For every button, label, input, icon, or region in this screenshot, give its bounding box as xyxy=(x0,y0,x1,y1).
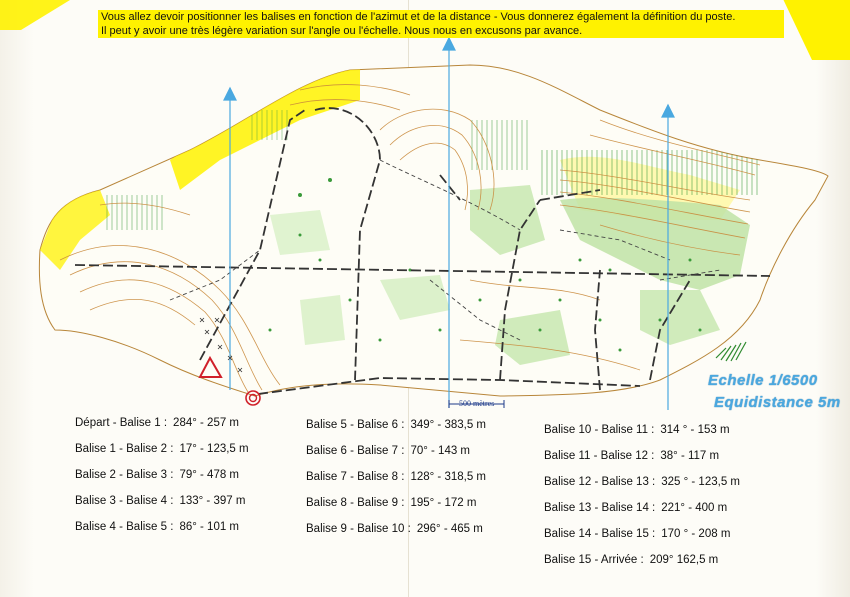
leg-row xyxy=(306,444,486,470)
leg-row xyxy=(75,520,249,546)
leg-label: Balise 15 - Arrivée : xyxy=(544,554,644,566)
instruction-line-2: Il peut y avoir une très légère variation sur l'angle ou l'échelle. Nous nous en excusons par avance. xyxy=(101,25,583,37)
leg-row xyxy=(544,449,740,475)
leg-row xyxy=(544,501,740,527)
hatched-area xyxy=(105,195,165,230)
leg-label: Balise 7 - Balise 8 : xyxy=(306,471,405,483)
leg-value: 170 ° - 208 m xyxy=(661,528,731,540)
instruction-line-1: Vous allez devoir positionner les balises en fonction de l'azimut et de la distance - Vous donnerez également la définition du poste. xyxy=(101,11,736,23)
leg-label: Balise 13 - Balise 14 : xyxy=(544,502,656,514)
leg-label: Balise 14 - Balise 15 : xyxy=(544,528,656,540)
leg-row xyxy=(75,442,249,468)
leg-row xyxy=(75,468,249,494)
leg-value: 17° - 123,5 m xyxy=(179,443,249,455)
leg-value: 195° - 172 m xyxy=(410,497,477,509)
vegetation-area xyxy=(270,210,330,255)
map-equidistance: Equidistance 5m xyxy=(714,394,841,411)
legs-column-1 xyxy=(75,416,249,546)
hatched-area xyxy=(470,120,530,170)
leg-row xyxy=(306,496,486,522)
leg-value: 221° - 400 m xyxy=(661,502,728,514)
leg-label: Balise 5 - Balise 6 : xyxy=(306,419,405,431)
vegetation-area xyxy=(300,295,345,345)
leg-label: Départ - Balise 1 : xyxy=(75,417,168,429)
leg-label: Balise 1 - Balise 2 : xyxy=(75,443,174,455)
leg-label: Balise 3 - Balise 4 : xyxy=(75,495,174,507)
leg-value: 209° 162,5 m xyxy=(649,554,719,566)
leg-value: 128° - 318,5 m xyxy=(410,471,486,483)
hatched-area xyxy=(250,110,290,140)
leg-row xyxy=(75,416,249,442)
leg-label: Balise 10 - Balise 11 : xyxy=(544,424,655,436)
leg-value: 86° - 101 m xyxy=(179,521,240,533)
leg-row xyxy=(544,527,740,553)
legs-column-3 xyxy=(544,423,740,579)
leg-label: Balise 4 - Balise 5 : xyxy=(75,521,174,533)
leg-value: 296° - 465 m xyxy=(416,523,483,535)
leg-label: Balise 9 - Balise 10 : xyxy=(306,523,411,535)
leg-row xyxy=(306,522,486,548)
leg-value: 79° - 478 m xyxy=(179,469,240,481)
leg-label: Balise 12 - Balise 13 : xyxy=(544,476,656,488)
leg-value: 38° - 117 m xyxy=(660,450,720,462)
leg-row xyxy=(544,553,740,579)
leg-value: 284° - 257 m xyxy=(173,417,240,429)
leg-value: 325 ° - 123,5 m xyxy=(661,476,740,488)
leg-label: Balise 6 - Balise 7 : xyxy=(306,445,405,457)
leg-row xyxy=(306,470,486,496)
leg-label: Balise 11 - Balise 12 : xyxy=(544,450,655,462)
leg-value: 133° - 397 m xyxy=(179,495,246,507)
leg-value: 70° - 143 m xyxy=(410,445,471,457)
leg-value: 349° - 383,5 m xyxy=(410,419,486,431)
leg-label: Balise 2 - Balise 3 : xyxy=(75,469,174,481)
leg-value: 314 ° - 153 m xyxy=(660,424,730,436)
scale-bar-label: 500 mètres xyxy=(459,399,495,408)
leg-row xyxy=(544,423,740,449)
leg-label: Balise 8 - Balise 9 : xyxy=(306,497,405,509)
map-scale-title: Echelle 1/6500 xyxy=(708,372,818,389)
leg-row xyxy=(544,475,740,501)
leg-row xyxy=(306,418,486,444)
legs-column-2 xyxy=(306,418,486,548)
leg-row xyxy=(75,494,249,520)
